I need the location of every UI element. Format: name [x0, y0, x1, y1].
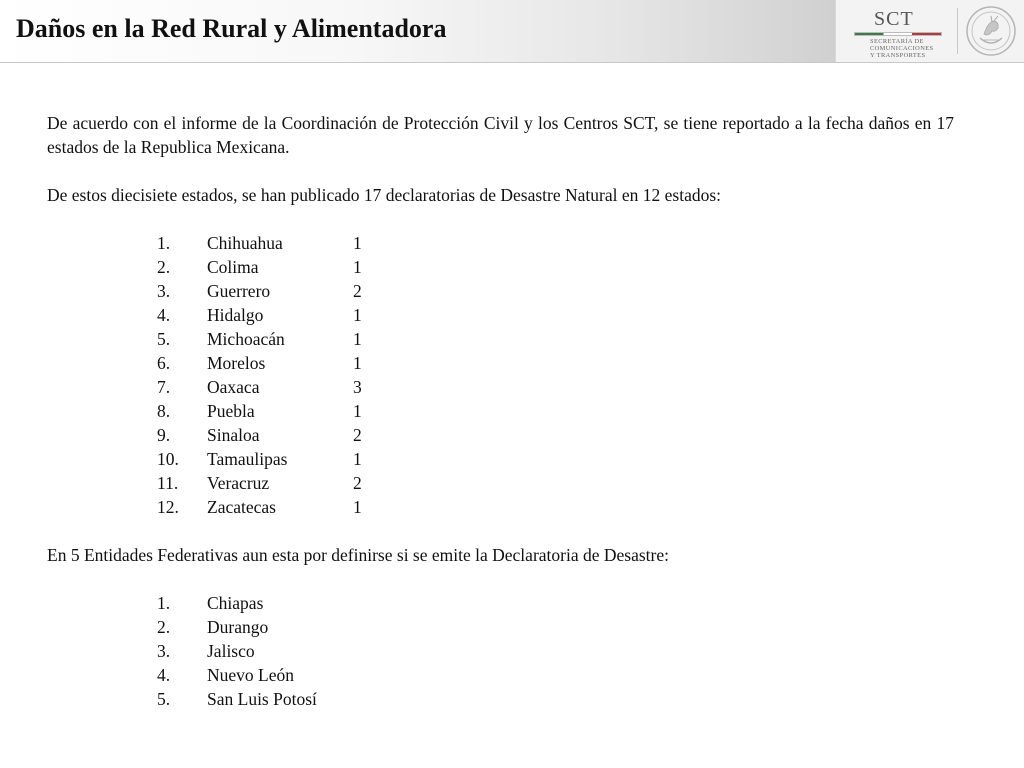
list-item-estado: Guerrero	[207, 281, 271, 301]
sct-logo-flag-bar	[854, 32, 942, 36]
list-item-number: 4.	[157, 305, 171, 325]
list-item-count: 1	[353, 233, 362, 253]
list-item	[47, 495, 954, 519]
list-item-count: 1	[353, 305, 362, 325]
list-item-estado: Colima	[207, 257, 259, 277]
logo-divider	[957, 8, 958, 54]
list-item-number: 2.	[157, 617, 171, 637]
list-item	[47, 687, 954, 711]
page-title: Daños en la Red Rural y Alimentadora	[16, 14, 447, 43]
sct-logo-subtitle-line: SECRETARÍA DE	[870, 38, 924, 45]
list-item-count: 2	[353, 473, 362, 493]
list-item	[47, 471, 954, 495]
list-item-number: 11.	[157, 473, 179, 493]
list-item-estado: Jalisco	[207, 641, 255, 661]
list-item-count: 3	[353, 377, 362, 397]
content-body	[47, 111, 954, 711]
list-item	[47, 303, 954, 327]
pendientes-list	[47, 591, 954, 711]
list-item-count: 1	[353, 449, 362, 469]
list-item	[47, 351, 954, 375]
list-item-count: 1	[353, 353, 362, 373]
list-item-number: 1.	[157, 233, 171, 253]
list-item-estado: Durango	[207, 617, 269, 637]
list-item	[47, 663, 954, 687]
list-item-estado: Puebla	[207, 401, 255, 421]
list-item-number: 6.	[157, 353, 171, 373]
list-item-number: 4.	[157, 665, 171, 685]
list-item-estado: Tamaulipas	[207, 449, 288, 469]
sct-logo-subtitle-line: COMUNICACIONES	[870, 45, 934, 52]
list-item-number: 3.	[157, 281, 171, 301]
list-item-number: 8.	[157, 401, 171, 421]
list-item-count: 1	[353, 401, 362, 421]
list-item-number: 10.	[157, 449, 179, 469]
list-item-number: 9.	[157, 425, 171, 445]
sct-logo-subtitle-line: Y TRANSPORTES	[870, 52, 926, 59]
list-item	[47, 255, 954, 279]
list-item-estado: Oaxaca	[207, 377, 260, 397]
sct-logo-acronym: SCT	[874, 8, 914, 30]
list-item-number: 5.	[157, 329, 171, 349]
list-item-count: 2	[353, 281, 362, 301]
list-item-number: 7.	[157, 377, 171, 397]
list-item-number: 1.	[157, 593, 171, 613]
mexico-coat-of-arms-icon	[964, 4, 1018, 58]
declaratorias-paragraph: De estos diecisiete estados, se han publicado 17 declaratorias de Desastre Natural en 12 estados:	[47, 185, 722, 205]
pendientes-paragraph: En 5 Entidades Federativas aun esta por definirse si se emite la Declaratoria de Desastre:	[47, 545, 669, 565]
list-item-count: 2	[353, 425, 362, 445]
list-item-number: 12.	[157, 497, 179, 517]
list-item-estado: Hidalgo	[207, 305, 264, 325]
list-item	[47, 591, 954, 615]
list-item-estado: Nuevo León	[207, 665, 294, 685]
sct-logo-subtitle	[870, 38, 933, 59]
declaratorias-list	[47, 231, 954, 519]
list-item	[47, 375, 954, 399]
list-item-estado: Zacatecas	[207, 497, 276, 517]
list-item-estado: Michoacán	[207, 329, 285, 349]
sct-logo	[846, 7, 946, 59]
list-item-estado: Chiapas	[207, 593, 264, 613]
list-item	[47, 399, 954, 423]
list-item	[47, 615, 954, 639]
list-item	[47, 327, 954, 351]
list-item	[47, 639, 954, 663]
list-item	[47, 231, 954, 255]
list-item-estado: Chihuahua	[207, 233, 283, 253]
list-item	[47, 423, 954, 447]
list-item	[47, 447, 954, 471]
list-item-estado: Morelos	[207, 353, 266, 373]
header-bar	[0, 0, 1024, 63]
list-item	[47, 279, 954, 303]
list-item-count: 1	[353, 329, 362, 349]
list-item-estado: Sinaloa	[207, 425, 260, 445]
list-item-count: 1	[353, 497, 362, 517]
list-item-number: 3.	[157, 641, 171, 661]
list-item-count: 1	[353, 257, 362, 277]
logo-area	[835, 0, 1024, 62]
intro-paragraph: De acuerdo con el informe de la Coordinación de Protección Civil y los Centros SCT, se tiene reportado a la fecha daños en 17 estados de la Republica Mexicana.	[47, 113, 954, 157]
list-item-estado: Veracruz	[207, 473, 270, 493]
list-item-number: 5.	[157, 689, 171, 709]
list-item-estado: San Luis Potosí	[207, 689, 317, 709]
list-item-number: 2.	[157, 257, 171, 277]
